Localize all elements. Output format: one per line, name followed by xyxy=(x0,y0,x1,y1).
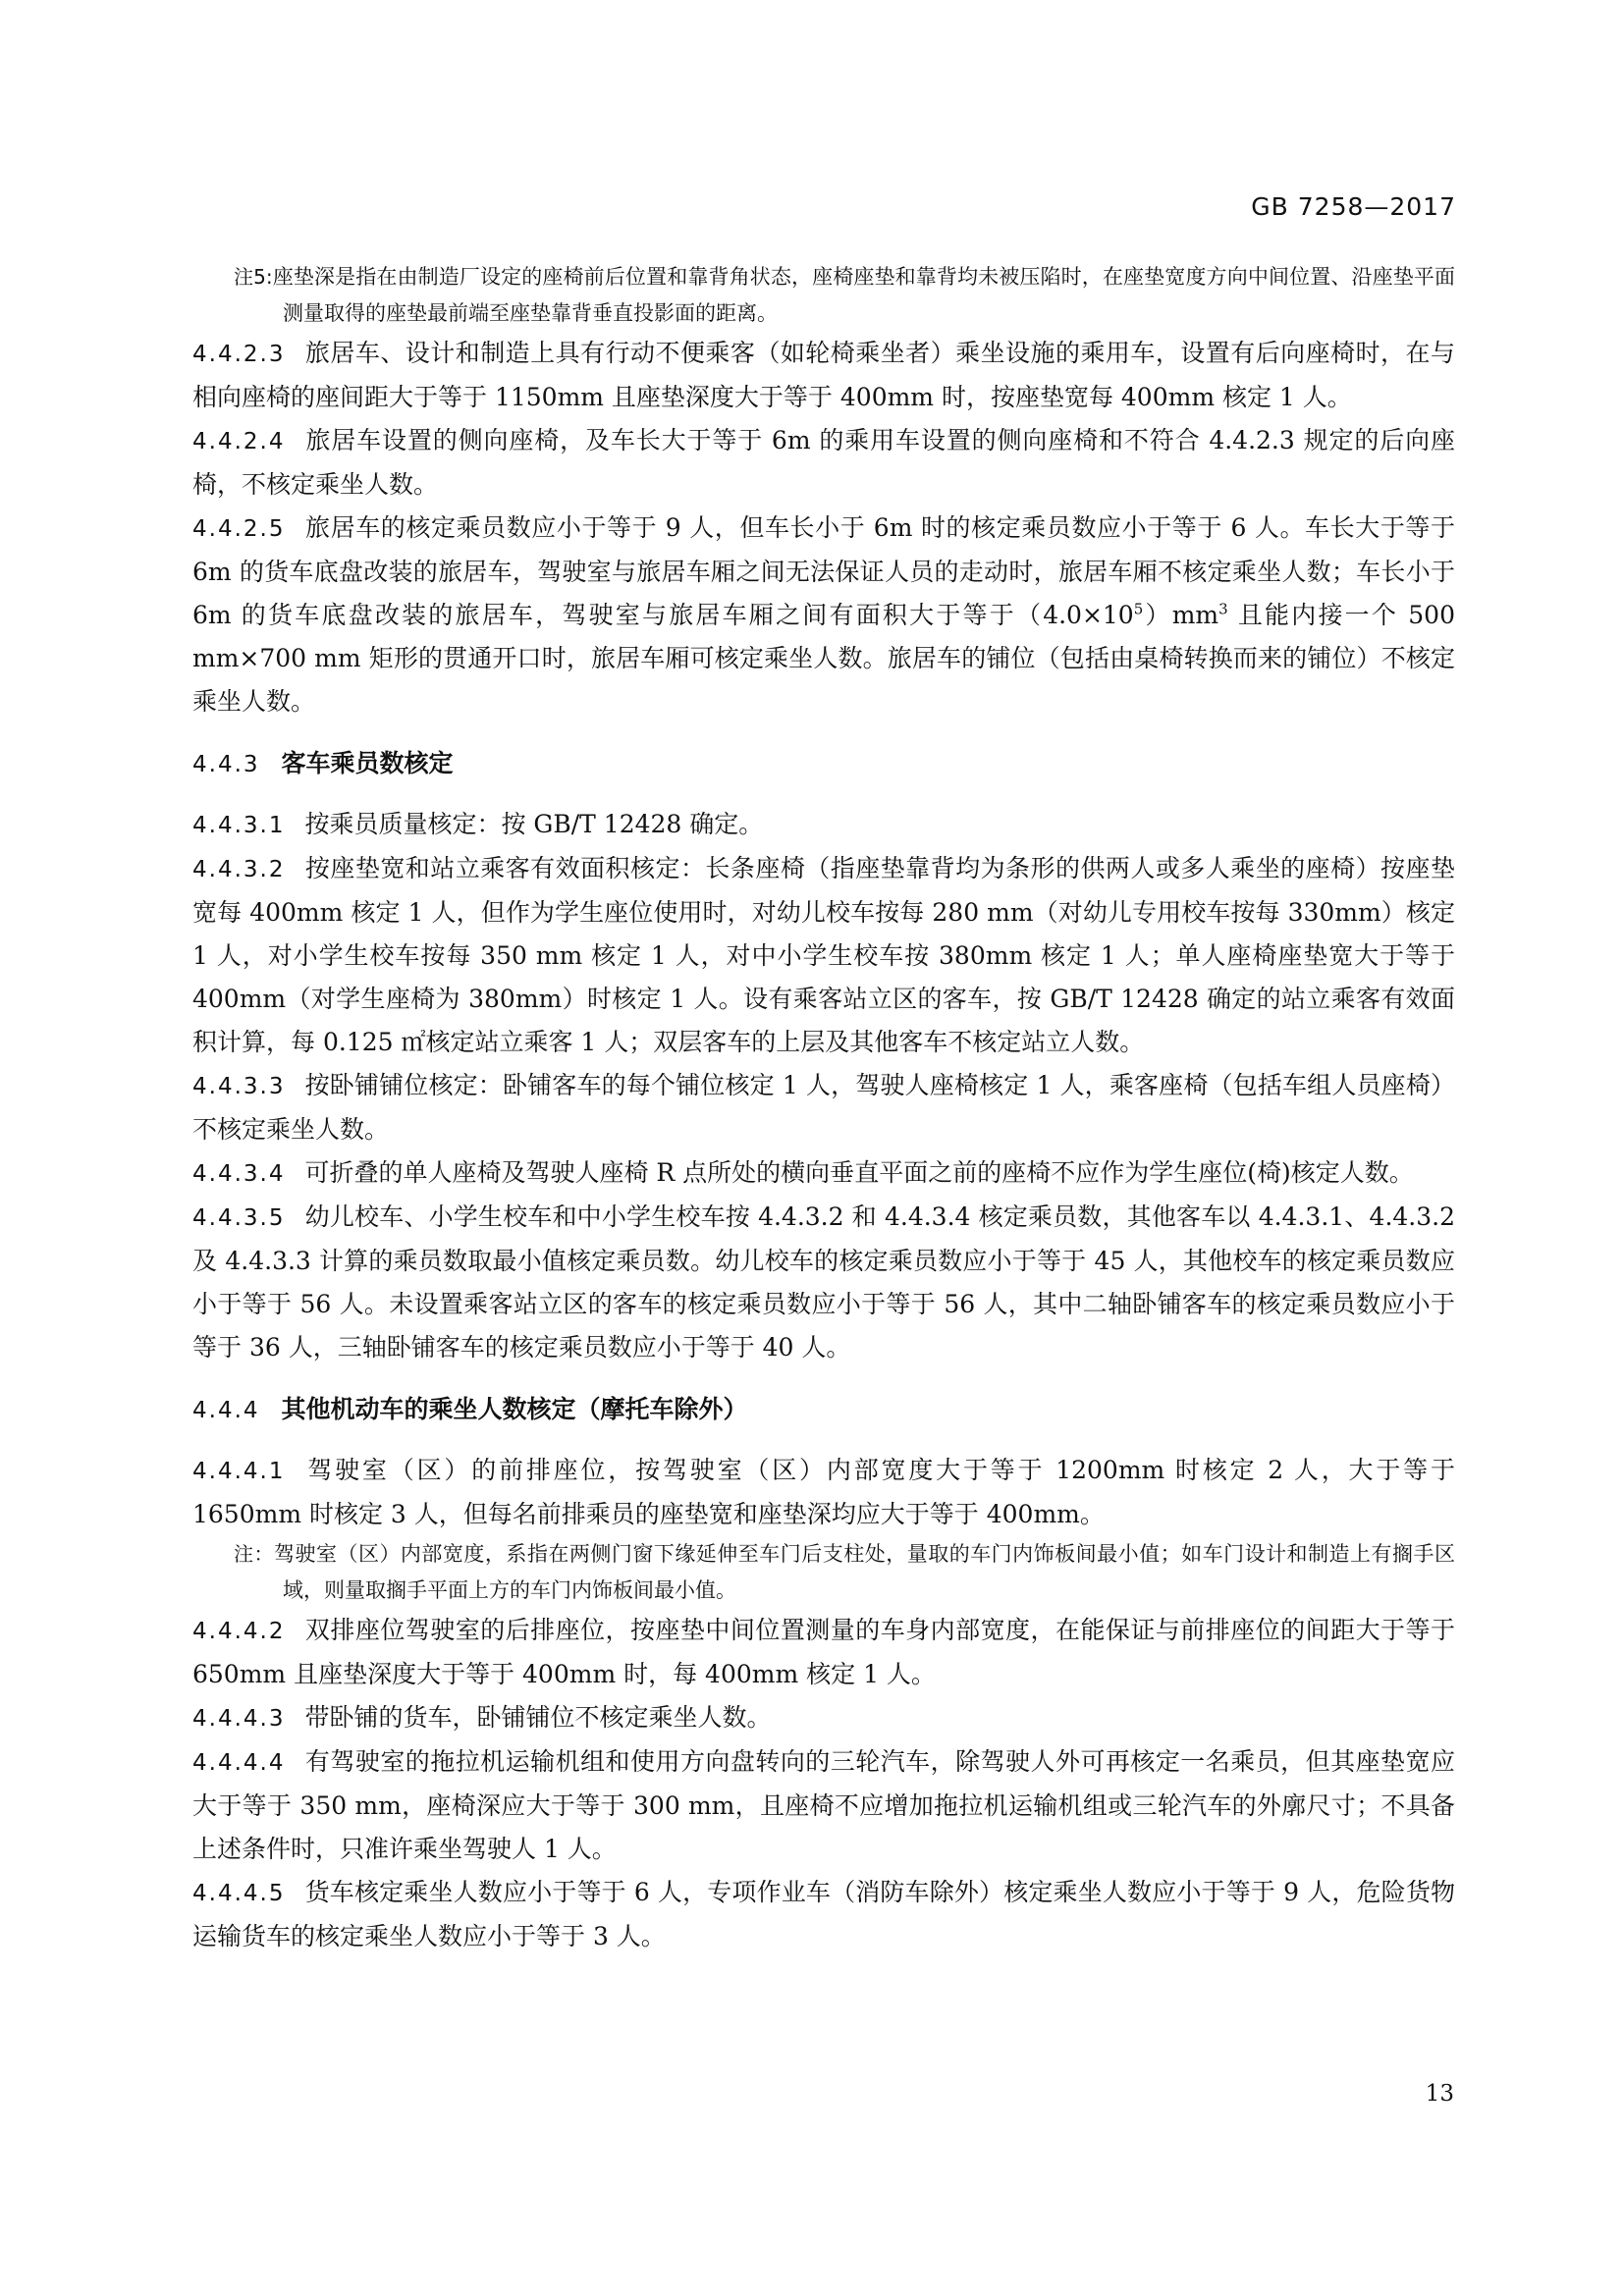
note-5-label: 注5: xyxy=(234,265,273,289)
note-text: 驾驶室（区）内部宽度，系指在两侧门窗下缘延伸至车门后支柱处，量取的车门内饰板间最小值；如车门设计和制造上有搁手区域，则量取搁手平面上方的车门内饰板间最小值。 xyxy=(273,1542,1455,1602)
clause-text: ）mm xyxy=(1143,601,1219,629)
clause-4-4-2-3 xyxy=(192,332,1455,419)
clause-text: 双排座位驾驶室的后排座位，按座垫中间位置测量的车身内部宽度，在能保证与前排座位的间距大于等于 650mm 且座垫深度大于等于 400mm 时，每 400mm 核定 1 人。 xyxy=(192,1616,1455,1688)
note-5-text: 座垫深是指在由制造厂设定的座椅前后位置和靠背角状态，座椅座垫和靠背均未被压陷时，在座垫宽度方向中间位置、沿座垫平面测量取得的座垫最前端至座垫靠背垂直投影面的距离。 xyxy=(272,265,1455,325)
clause-4-4-4-4 xyxy=(192,1740,1455,1871)
clause-text: 旅居车的核定乘员数应小于等于 9 人，但车长小于 6m 时的核定乘员数应小于等于 6 人。车长大于等于 6m 的货车底盘改装的旅居车，驾驶室与旅居车厢之间无法保证人员的走动时，旅居车厢不核定乘坐人数；车长小于 6m 的货车底盘改装的旅居车，驾驶室与旅居车厢之间有面积大于等于（4.0×10 xyxy=(192,513,1455,629)
heading-number: 4.4.4 xyxy=(192,1398,260,1423)
clause-number: 4.4.4.3 xyxy=(192,1706,286,1732)
superscript: 3 xyxy=(1218,600,1228,618)
section-heading-4-4-4 xyxy=(192,1388,1455,1432)
clause-text: 带卧铺的货车，卧铺铺位不核定乘坐人数。 xyxy=(304,1703,772,1732)
clause-4-4-4-3 xyxy=(192,1696,1455,1740)
clause-text: 有驾驶室的拖拉机运输机组和使用方向盘转向的三轮汽车，除驾驶人外可再核定一名乘员，但其座垫宽应大于等于 350 mm，座椅深应大于等于 300 mm，且座椅不应增加拖拉机运输机组或三轮汽车的外廓尺寸；不具备上述条件时，只准许乘坐驾驶人 1 人。 xyxy=(192,1747,1455,1863)
clause-text: 旅居车、设计和制造上具有行动不便乘客（如轮椅乘坐者）乘坐设施的乘用车，设置有后向座椅时，在与相向座椅的座间距大于等于 1150mm 且座垫深度大于等于 400mm 时，按座垫宽每 400mm 核定 1 人。 xyxy=(192,339,1455,411)
clause-number: 4.4.4.5 xyxy=(192,1881,286,1906)
heading-text: 客车乘员数核定 xyxy=(281,749,454,777)
clause-number: 4.4.4.2 xyxy=(192,1619,286,1644)
clause-text: 可折叠的单人座椅及驾驶人座椅 R 点所处的横向垂直平面之前的座椅不应作为学生座位(椅)核定人数。 xyxy=(304,1158,1414,1187)
clause-4-4-3-1 xyxy=(192,803,1455,847)
note-label: 注： xyxy=(234,1542,274,1566)
clause-number: 4.4.3.1 xyxy=(192,813,286,838)
clause-4-4-4-2 xyxy=(192,1609,1455,1696)
clause-text: 按乘员质量核定：按 GB/T 12428 确定。 xyxy=(304,810,764,838)
clause-4-4-4-1 xyxy=(192,1449,1455,1536)
clause-text: 按卧铺铺位核定：卧铺客车的每个铺位核定 1 人，驾驶人座椅核定 1 人，乘客座椅（包括车组人员座椅）不核定乘坐人数。 xyxy=(192,1071,1455,1144)
clause-number: 4.4.4.1 xyxy=(192,1459,286,1484)
clause-number: 4.4.3.4 xyxy=(192,1161,286,1187)
clause-text: 且能内接一个 500 mm×700 mm 矩形的贯通开口时，旅居车厢可核定乘坐人数。旅居车的铺位（包括由桌椅转换而来的铺位）不核定乘坐人数。 xyxy=(192,601,1455,716)
clause-4-4-3-3 xyxy=(192,1064,1455,1151)
clause-4-4-4-5 xyxy=(192,1871,1455,1958)
clause-4-4-2-4 xyxy=(192,419,1455,507)
clause-number: 4.4.2.5 xyxy=(192,516,286,542)
page-number: 13 xyxy=(1425,2081,1454,2107)
section-heading-4-4-3 xyxy=(192,742,1455,786)
clause-text: 旅居车设置的侧向座椅，及车长大于等于 6m 的乘用车设置的侧向座椅和不符合 4.4.2.3 规定的后向座椅，不核定乘坐人数。 xyxy=(192,426,1455,499)
clause-number: 4.4.2.3 xyxy=(192,342,286,367)
clause-number: 4.4.3.2 xyxy=(192,857,286,882)
clause-number: 4.4.4.4 xyxy=(192,1750,286,1776)
note-cab-width xyxy=(192,1536,1455,1609)
clause-4-4-3-2 xyxy=(192,847,1455,1064)
clause-text: 幼儿校车、小学生校车和中小学生校车按 4.4.3.2 和 4.4.3.4 核定乘员数，其他客车以 4.4.3.1、4.4.3.2 及 4.4.3.3 计算的乘员数取最小值核定乘员数。幼儿校车的核定乘员数应小于等于 45 人，其他校车的核定乘员数应小于等于 56 人。未设置乘客站立区的客车的核定乘员数应小于等于 56 人，其中二轴卧铺客车的核定乘员数应小于等于 36 人，三轴卧铺客车的核定乘员数应小于等于 40 人。 xyxy=(192,1202,1455,1362)
clause-text: 按座垫宽和站立乘客有效面积核定：长条座椅（指座垫靠背均为条形的供两人或多人乘坐的座椅）按座垫宽每 400mm 核定 1 人，但作为学生座位使用时，对幼儿校车按每 280 mm（对幼儿专用校车按每 330mm）核定 1 人，对小学生校车按每 350 mm 核定 1 人，对中小学生校车按 380mm 核定 1 人；单人座椅座垫宽大于等于 400mm（对学生座椅为 380mm）时核定 1 人。设有乘客站立区的客车，按 GB/T 12428 确定的站立乘客有效面积计算，每 0.125 ㎡核定站立乘客 1 人；双层客车的上层及其他客车不核定站立人数。 xyxy=(192,854,1455,1056)
clause-4-4-2-5 xyxy=(192,507,1455,723)
clause-4-4-3-4 xyxy=(192,1151,1455,1196)
clause-number: 4.4.3.5 xyxy=(192,1205,286,1231)
document-body xyxy=(192,259,1455,1958)
heading-number: 4.4.3 xyxy=(192,752,260,777)
clause-number: 4.4.3.3 xyxy=(192,1074,286,1099)
clause-number: 4.4.2.4 xyxy=(192,429,286,454)
clause-text: 货车核定乘坐人数应小于等于 6 人，专项作业车（消防车除外）核定乘坐人数应小于等于 9 人，危险货物运输货车的核定乘坐人数应小于等于 3 人。 xyxy=(192,1878,1455,1950)
clause-text: 驾驶室（区）的前排座位，按驾驶室（区）内部宽度大于等于 1200mm 时核定 2 人，大于等于 1650mm 时核定 3 人，但每名前排乘员的座垫宽和座垫深均应大于等于 400mm。 xyxy=(192,1456,1455,1528)
standard-code: GB 7258—2017 xyxy=(1251,192,1456,221)
superscript: 5 xyxy=(1133,600,1144,618)
heading-text: 其他机动车的乘坐人数核定（摩托车除外） xyxy=(281,1395,748,1423)
clause-4-4-3-5 xyxy=(192,1196,1455,1369)
note-5 xyxy=(192,259,1455,332)
